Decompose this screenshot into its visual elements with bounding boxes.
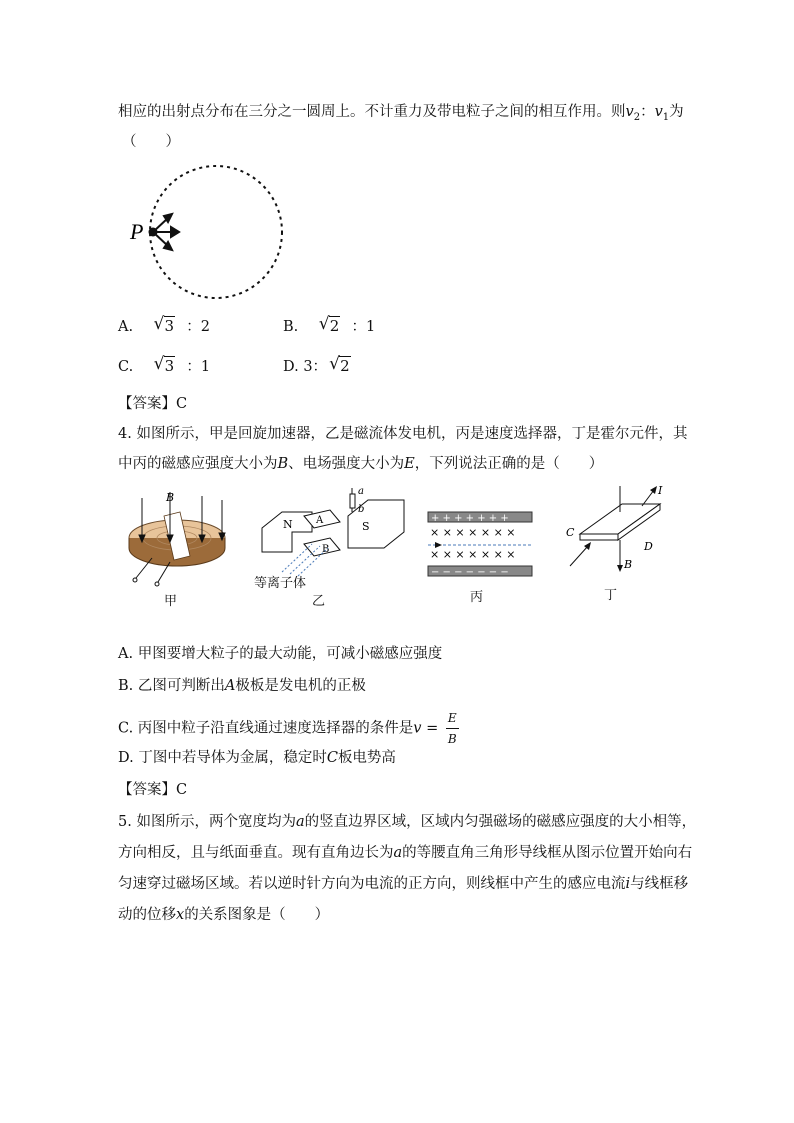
svg-text:C: C xyxy=(566,526,575,539)
fig-bing-velocity-selector xyxy=(426,510,536,580)
point-P-label: P xyxy=(130,219,144,244)
svg-text:a: a xyxy=(358,486,364,497)
q4-option-C[interactable]: C. 丙图中粒子沿直线通过速度选择器的条件是v = $\frac{E}{B}$ xyxy=(118,708,459,749)
fig-yi-caption: 乙 xyxy=(312,594,326,609)
svg-text:b: b xyxy=(358,504,365,515)
q3-paren: （ ） xyxy=(122,134,180,150)
svg-text:× × × × × × ×: × × × × × × × xyxy=(430,526,516,539)
svg-text:I: I xyxy=(658,484,663,497)
q5-text-line2: 方向相反，且与纸面垂直。现有直角边长为a的等腰直角三角形导线框从图示位置开始向右 xyxy=(118,845,693,861)
svg-text:A: A xyxy=(316,515,324,526)
svg-text:S: S xyxy=(362,520,370,533)
svg-text:N: N xyxy=(283,518,293,531)
svg-text:B: B xyxy=(624,558,633,571)
q3-option-C[interactable]: C. √ 3 ：1 xyxy=(118,354,211,375)
q4-option-B[interactable]: B. 乙图可判断出A极板是发电机的正极 xyxy=(118,678,366,694)
svg-text:B: B xyxy=(166,491,175,504)
fig-jia-caption: 甲 xyxy=(164,594,178,609)
fig-yi-plasma-label: 等离子体 xyxy=(254,576,307,591)
q3-option-D[interactable]: D. 3： √ 2 xyxy=(283,354,350,375)
q3-option-B[interactable]: B. √ 2 ：1 xyxy=(283,314,376,335)
velocity-arrows xyxy=(153,214,179,250)
q4-text-line2: 中丙的磁感应强度大小为B、电场强度大小为E，下列说法正确的是（ ） xyxy=(118,456,604,472)
q4-option-D[interactable]: D. 丁图中若导体为金属，稳定时C板电势高 xyxy=(118,750,396,766)
q3-answer: 【答案】C xyxy=(118,396,188,412)
svg-text:D: D xyxy=(644,540,653,553)
fig-bing-caption: 丙 xyxy=(470,590,484,605)
fig-jia-cyclotron xyxy=(122,486,242,606)
q4-option-A[interactable]: A. 甲图要增大粒子的最大动能，可减小磁感应强度 xyxy=(118,646,443,662)
svg-text:B: B xyxy=(322,544,330,555)
q3-text-line1: 相应的出射点分布在三分之一圆周上。不计重力及带电粒子之间的相互作用。则$v_2$：$v_1$为 xyxy=(118,104,684,123)
svg-text:− − − − − − −: − − − − − − − xyxy=(431,567,509,578)
svg-text:× × × × × × ×: × × × × × × × xyxy=(430,548,516,561)
q3-option-A[interactable]: A. √ 3 ：2 xyxy=(118,314,211,335)
q4-answer: 【答案】C xyxy=(118,782,188,798)
q4-text-line1: 4. 如图所示，甲是回旋加速器，乙是磁流体发电机，丙是速度选择器，丁是霍尔元件，其 xyxy=(118,426,688,442)
q5-text-line4: 动的位移x的关系图象是（ ） xyxy=(118,907,330,923)
q5-text-line3: 匀速穿过磁场区域。若以逆时针方向为电流的正方向，则线框中产生的感应电流i与线框移 xyxy=(118,876,689,892)
svg-text:+ + + + + + +: + + + + + + + xyxy=(431,513,509,524)
fig-ding-caption: 丁 xyxy=(604,588,618,603)
fig-ding-hall-element xyxy=(562,482,682,592)
q5-text-line1: 5. 如图所示，两个宽度均为a的竖直边界区域，区域内匀强磁场的磁感应强度的大小相等， xyxy=(118,814,697,830)
q3-circle-figure xyxy=(128,162,298,312)
